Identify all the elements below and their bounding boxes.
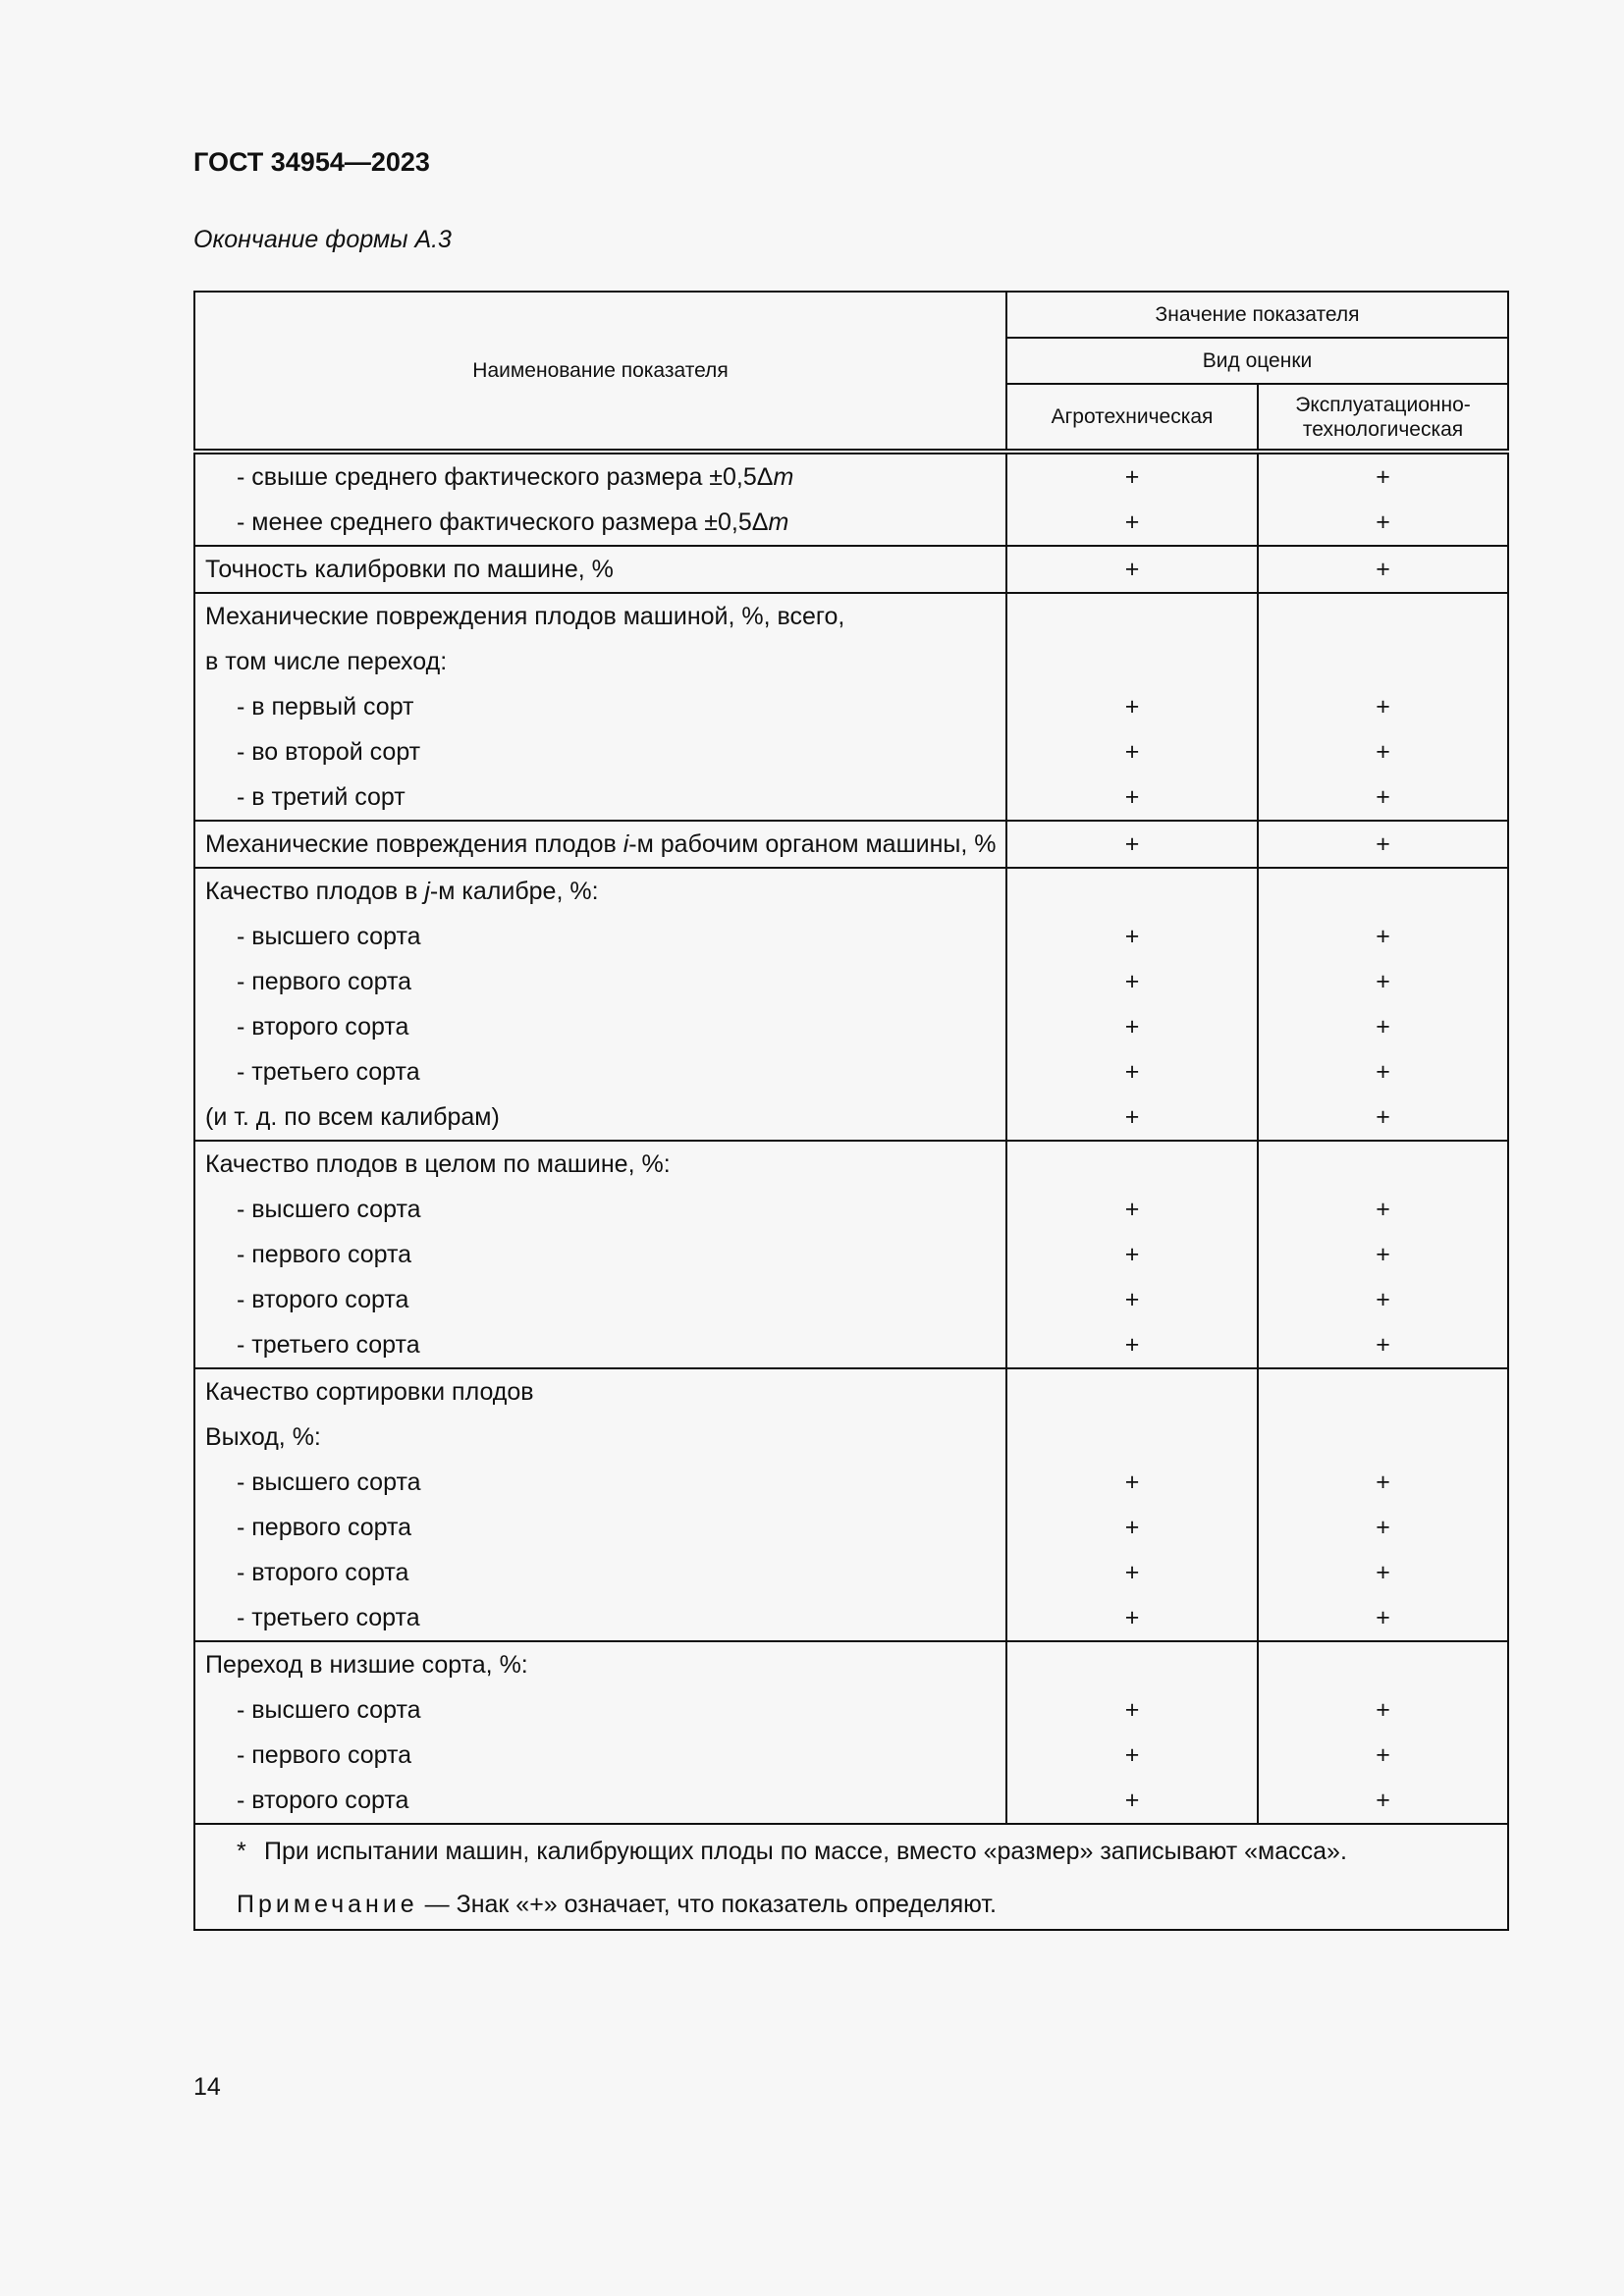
indicator-name: - высшего сорта xyxy=(194,1687,1006,1733)
indicator-name: Выход, %: xyxy=(194,1415,1006,1460)
table-row xyxy=(194,546,1508,593)
table-row xyxy=(194,1595,1508,1641)
table-row xyxy=(194,1004,1508,1049)
indicator-name: - второго сорта xyxy=(194,1550,1006,1595)
agrotechnical-value xyxy=(1006,1141,1258,1187)
table-row xyxy=(194,959,1508,1004)
footnote-text: При испытании машин, калибрующих плоды по массе, вместо «размер» записывают «масса». xyxy=(264,1838,1347,1865)
indicator-name: Механические повреждения плодов i-м рабочим органом машины, % xyxy=(194,821,1006,868)
agrotechnical-value: + xyxy=(1006,959,1258,1004)
note xyxy=(237,1891,997,1918)
indicator-name: - второго сорта xyxy=(194,1004,1006,1049)
header-agrotechnical: Агротехническая xyxy=(1006,384,1258,452)
table-row xyxy=(194,1460,1508,1505)
table-row xyxy=(194,1550,1508,1595)
table-row xyxy=(194,1687,1508,1733)
operational-value: + xyxy=(1258,1049,1508,1095)
operational-value: + xyxy=(1258,1733,1508,1778)
table-row xyxy=(194,729,1508,774)
header-operational xyxy=(1258,384,1508,452)
indicator-name: в том числе переход: xyxy=(194,639,1006,684)
operational-value: + xyxy=(1258,914,1508,959)
indicator-name: Качество плодов в j-м калибре, %: xyxy=(194,868,1006,914)
operational-value: + xyxy=(1258,1778,1508,1824)
header-assessment-type: Вид оценки xyxy=(1006,338,1508,384)
table-row xyxy=(194,868,1508,914)
table-row xyxy=(194,1187,1508,1232)
operational-value: + xyxy=(1258,821,1508,868)
indicator-name: Точность калибровки по машине, % xyxy=(194,546,1006,593)
indicator-name: - первого сорта xyxy=(194,1733,1006,1778)
operational-value: + xyxy=(1258,774,1508,821)
agrotechnical-value: + xyxy=(1006,1460,1258,1505)
agrotechnical-value: + xyxy=(1006,1187,1258,1232)
table-row xyxy=(194,1505,1508,1550)
table-row xyxy=(194,1277,1508,1322)
table-row xyxy=(194,1415,1508,1460)
table-row xyxy=(194,1049,1508,1095)
table-row xyxy=(194,1778,1508,1824)
operational-value xyxy=(1258,1415,1508,1460)
table-row xyxy=(194,593,1508,639)
header-operational-line1: Эксплуатационно- xyxy=(1295,393,1471,416)
operational-value: + xyxy=(1258,1550,1508,1595)
agrotechnical-value: + xyxy=(1006,452,1258,500)
operational-value: + xyxy=(1258,684,1508,729)
operational-value: + xyxy=(1258,1322,1508,1368)
table-row xyxy=(194,684,1508,729)
indicator-name: - в третий сорт xyxy=(194,774,1006,821)
table-row xyxy=(194,500,1508,546)
table-row xyxy=(194,452,1508,500)
form-caption: Окончание формы А.3 xyxy=(193,226,452,253)
agrotechnical-value xyxy=(1006,593,1258,639)
indicator-name: - третьего сорта xyxy=(194,1049,1006,1095)
indicator-name: - менее среднего фактического размера ±0,5Δm xyxy=(194,500,1006,546)
indicator-name: Качество сортировки плодов xyxy=(194,1368,1006,1415)
agrotechnical-value xyxy=(1006,1368,1258,1415)
operational-value: + xyxy=(1258,1232,1508,1277)
agrotechnical-value xyxy=(1006,1641,1258,1687)
table-row xyxy=(194,1095,1508,1141)
table-body xyxy=(194,452,1508,1824)
agrotechnical-value: + xyxy=(1006,1095,1258,1141)
agrotechnical-value: + xyxy=(1006,1550,1258,1595)
agrotechnical-value xyxy=(1006,868,1258,914)
header-indicator-value: Значение показателя xyxy=(1006,292,1508,338)
table-row xyxy=(194,1232,1508,1277)
indicator-name: - высшего сорта xyxy=(194,1187,1006,1232)
agrotechnical-value: + xyxy=(1006,1232,1258,1277)
indicator-name: - во второй сорт xyxy=(194,729,1006,774)
agrotechnical-value: + xyxy=(1006,1733,1258,1778)
indicator-name: - в первый сорт xyxy=(194,684,1006,729)
operational-value: + xyxy=(1258,1187,1508,1232)
note-text: — Знак «+» означает, что показатель определяют. xyxy=(417,1891,997,1918)
page-number: 14 xyxy=(193,2073,221,2101)
indicator-name: Качество плодов в целом по машине, %: xyxy=(194,1141,1006,1187)
table-footer xyxy=(194,1824,1508,1930)
table-row xyxy=(194,1322,1508,1368)
operational-value: + xyxy=(1258,1687,1508,1733)
indicator-name: - третьего сорта xyxy=(194,1595,1006,1641)
agrotechnical-value: + xyxy=(1006,729,1258,774)
operational-value: + xyxy=(1258,546,1508,593)
table-row xyxy=(194,1368,1508,1415)
note-label: Примечание xyxy=(237,1891,418,1918)
table-row xyxy=(194,914,1508,959)
agrotechnical-value: + xyxy=(1006,1595,1258,1641)
document-code: ГОСТ 34954—2023 xyxy=(193,147,430,177)
agrotechnical-value: + xyxy=(1006,821,1258,868)
indicator-name: - высшего сорта xyxy=(194,1460,1006,1505)
operational-value: + xyxy=(1258,1095,1508,1141)
table-row xyxy=(194,1733,1508,1778)
agrotechnical-value xyxy=(1006,639,1258,684)
footnote-mark: * xyxy=(237,1838,246,1865)
indicator-name: - первого сорта xyxy=(194,959,1006,1004)
indicator-name: (и т. д. по всем калибрам) xyxy=(194,1095,1006,1141)
table-row xyxy=(194,821,1508,868)
header-operational-line2: технологическая xyxy=(1302,417,1464,441)
agrotechnical-value: + xyxy=(1006,774,1258,821)
operational-value: + xyxy=(1258,1460,1508,1505)
agrotechnical-value: + xyxy=(1006,1004,1258,1049)
agrotechnical-value: + xyxy=(1006,1277,1258,1322)
agrotechnical-value: + xyxy=(1006,1505,1258,1550)
header-indicator-name: Наименование показателя xyxy=(194,292,1006,452)
table-row xyxy=(194,774,1508,821)
agrotechnical-value: + xyxy=(1006,500,1258,546)
indicator-name: - второго сорта xyxy=(194,1277,1006,1322)
operational-value xyxy=(1258,1641,1508,1687)
operational-value xyxy=(1258,639,1508,684)
indicator-name: - первого сорта xyxy=(194,1232,1006,1277)
operational-value: + xyxy=(1258,729,1508,774)
operational-value: + xyxy=(1258,1004,1508,1049)
operational-value: + xyxy=(1258,1595,1508,1641)
operational-value: + xyxy=(1258,452,1508,500)
indicator-name: - первого сорта xyxy=(194,1505,1006,1550)
operational-value xyxy=(1258,593,1508,639)
agrotechnical-value: + xyxy=(1006,914,1258,959)
indicator-name: Переход в низшие сорта, %: xyxy=(194,1641,1006,1687)
operational-value xyxy=(1258,868,1508,914)
indicator-table xyxy=(193,291,1509,1931)
agrotechnical-value: + xyxy=(1006,1778,1258,1824)
indicator-name: - высшего сорта xyxy=(194,914,1006,959)
operational-value: + xyxy=(1258,1277,1508,1322)
indicator-name: - второго сорта xyxy=(194,1778,1006,1824)
operational-value xyxy=(1258,1141,1508,1187)
table-row xyxy=(194,1641,1508,1687)
operational-value: + xyxy=(1258,1505,1508,1550)
indicator-name: Механические повреждения плодов машиной, %, всего, xyxy=(194,593,1006,639)
footnote xyxy=(237,1833,1507,1890)
agrotechnical-value: + xyxy=(1006,1687,1258,1733)
operational-value: + xyxy=(1258,959,1508,1004)
table-row xyxy=(194,639,1508,684)
agrotechnical-value: + xyxy=(1006,1049,1258,1095)
agrotechnical-value: + xyxy=(1006,1322,1258,1368)
operational-value xyxy=(1258,1368,1508,1415)
agrotechnical-value: + xyxy=(1006,684,1258,729)
table-row xyxy=(194,1141,1508,1187)
agrotechnical-value xyxy=(1006,1415,1258,1460)
indicator-name: - свыше среднего фактического размера ±0,5Δm xyxy=(194,452,1006,500)
indicator-name: - третьего сорта xyxy=(194,1322,1006,1368)
operational-value: + xyxy=(1258,500,1508,546)
agrotechnical-value: + xyxy=(1006,546,1258,593)
